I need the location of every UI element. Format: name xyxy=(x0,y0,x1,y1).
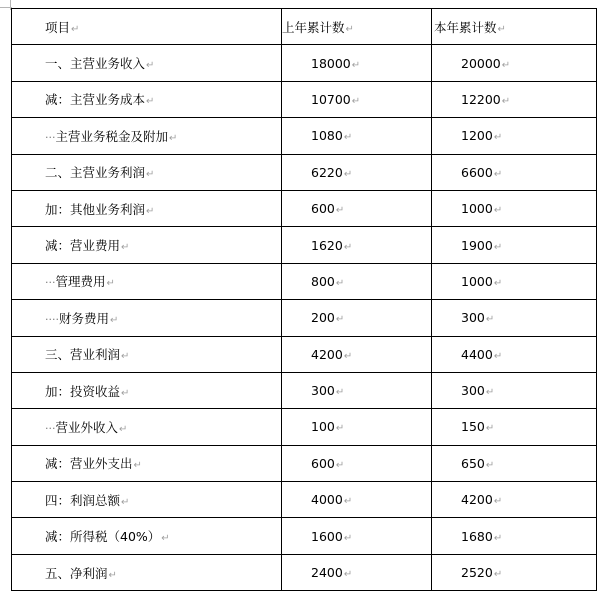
paragraph-mark-icon: ↵ xyxy=(121,387,130,399)
header-this-year-label: 本年累计数 xyxy=(434,19,497,35)
row-label-cell xyxy=(12,336,282,372)
header-this-year xyxy=(432,9,597,45)
prev-year-cell xyxy=(282,81,432,117)
prev-year-value: 800 xyxy=(311,273,335,289)
table-row xyxy=(12,263,597,299)
table-row xyxy=(12,554,597,590)
indent-dots: ··· xyxy=(45,421,56,435)
header-prev-year-label: 上年累计数 xyxy=(282,19,345,35)
prev-year-value: 100 xyxy=(311,419,335,435)
prev-year-cell xyxy=(282,45,432,81)
paragraph-mark-icon: ↵ xyxy=(108,569,117,581)
paragraph-mark-icon: ↵ xyxy=(106,278,115,290)
row-label: 四：利润总额 xyxy=(45,492,121,508)
row-label-cell xyxy=(12,445,282,481)
this-year-cell xyxy=(432,336,597,372)
this-year-value: 150 xyxy=(461,419,485,435)
row-label: 财务费用 xyxy=(59,310,110,326)
paragraph-mark-icon: ↵ xyxy=(343,532,353,544)
paragraph-mark-icon: ↵ xyxy=(493,205,503,217)
paragraph-mark-icon: ↵ xyxy=(493,496,503,508)
this-year-cell xyxy=(432,154,597,190)
indent-dots: ··· xyxy=(45,130,56,144)
prev-year-value: 300 xyxy=(311,383,335,399)
prev-year-cell xyxy=(282,445,432,481)
row-label: 一、主营业务收入 xyxy=(45,56,146,72)
this-year-value: 300 xyxy=(461,310,485,326)
table-row xyxy=(12,300,597,336)
this-year-cell xyxy=(432,372,597,408)
paragraph-mark-icon: ↵ xyxy=(351,59,361,71)
table-row xyxy=(12,190,597,226)
paragraph-mark-icon: ↵ xyxy=(121,496,130,508)
prev-year-cell xyxy=(282,154,432,190)
prev-year-cell xyxy=(282,300,432,336)
row-label: 减：主营业务成本 xyxy=(45,92,146,108)
row-label-cell xyxy=(12,518,282,554)
this-year-cell xyxy=(432,554,597,590)
row-label-cell xyxy=(12,81,282,117)
this-year-value: 6600 xyxy=(461,164,493,180)
row-label-cell xyxy=(12,300,282,336)
row-label-cell xyxy=(12,409,282,445)
prev-year-value: 2400 xyxy=(311,565,343,581)
this-year-cell xyxy=(432,190,597,226)
this-year-cell xyxy=(432,118,597,154)
table-row xyxy=(12,81,597,117)
paragraph-mark-icon: ↵ xyxy=(485,314,495,326)
row-label-cell xyxy=(12,45,282,81)
paragraph-mark-icon: ↵ xyxy=(335,459,345,471)
row-label: 三、营业利润 xyxy=(45,347,121,363)
row-label: 加：投资收益 xyxy=(45,383,121,399)
paragraph-mark-icon: ↵ xyxy=(343,350,353,362)
paragraph-mark-icon: ↵ xyxy=(343,168,353,180)
paragraph-mark-icon: ↵ xyxy=(497,23,506,35)
prev-year-value: 1600 xyxy=(311,528,343,544)
paragraph-mark-icon: ↵ xyxy=(493,277,503,289)
paragraph-mark-icon: ↵ xyxy=(343,132,353,144)
prev-year-cell xyxy=(282,518,432,554)
table-row xyxy=(12,518,597,554)
indent-dots: ···· xyxy=(45,312,59,326)
row-label: 管理费用 xyxy=(55,274,106,290)
this-year-cell xyxy=(432,409,597,445)
paragraph-mark-icon: ↵ xyxy=(335,205,345,217)
prev-year-value: 6220 xyxy=(311,164,343,180)
row-label-cell xyxy=(12,190,282,226)
paragraph-mark-icon: ↵ xyxy=(335,314,345,326)
paragraph-mark-icon: ↵ xyxy=(493,168,503,180)
paragraph-mark-icon: ↵ xyxy=(343,569,353,581)
paragraph-mark-icon: ↵ xyxy=(493,241,503,253)
indent-dots: ··· xyxy=(45,276,56,290)
row-label: 减：营业费用 xyxy=(45,238,121,254)
paragraph-mark-icon: ↵ xyxy=(110,314,119,326)
paragraph-mark-icon: ↵ xyxy=(121,242,130,254)
paragraph-mark-icon: ↵ xyxy=(335,277,345,289)
paragraph-mark-icon: ↵ xyxy=(161,533,170,545)
prev-year-cell xyxy=(282,190,432,226)
paragraph-mark-icon: ↵ xyxy=(351,95,361,107)
prev-year-value: 4000 xyxy=(311,492,343,508)
this-year-value: 20000 xyxy=(461,55,501,71)
row-label-cell xyxy=(12,154,282,190)
row-label-cell xyxy=(12,227,282,263)
this-year-cell xyxy=(432,45,597,81)
this-year-value: 1000 xyxy=(461,201,493,217)
this-year-value: 1200 xyxy=(461,128,493,144)
paragraph-mark-icon: ↵ xyxy=(485,423,495,435)
row-label: 二、主营业务利润 xyxy=(45,165,146,181)
prev-year-cell xyxy=(282,336,432,372)
row-label: 加：其他业务利润 xyxy=(45,201,146,217)
paragraph-mark-icon: ↵ xyxy=(335,423,345,435)
prev-year-value: 1620 xyxy=(311,237,343,253)
table-row xyxy=(12,445,597,481)
paragraph-mark-icon: ↵ xyxy=(345,23,354,35)
paragraph-mark-icon: ↵ xyxy=(71,23,80,35)
paragraph-mark-icon: ↵ xyxy=(146,60,155,72)
this-year-value: 4400 xyxy=(461,346,493,362)
prev-year-cell xyxy=(282,372,432,408)
paragraph-mark-icon: ↵ xyxy=(501,59,511,71)
paragraph-mark-icon: ↵ xyxy=(343,496,353,508)
header-item xyxy=(12,9,282,45)
prev-year-value: 4200 xyxy=(311,346,343,362)
this-year-cell xyxy=(432,518,597,554)
this-year-value: 2520 xyxy=(461,565,493,581)
header-prev-year xyxy=(282,9,432,45)
this-year-cell xyxy=(432,81,597,117)
row-label-cell xyxy=(12,118,282,154)
table-row xyxy=(12,227,597,263)
paragraph-mark-icon: ↵ xyxy=(146,169,155,181)
paragraph-mark-icon: ↵ xyxy=(501,95,511,107)
row-label: 减：营业外支出 xyxy=(45,456,133,472)
paragraph-mark-icon: ↵ xyxy=(485,387,495,399)
this-year-cell xyxy=(432,482,597,518)
paragraph-mark-icon: ↵ xyxy=(146,96,155,108)
this-year-cell xyxy=(432,263,597,299)
prev-year-value: 200 xyxy=(311,310,335,326)
this-year-value: 300 xyxy=(461,383,485,399)
this-year-value: 1680 xyxy=(461,528,493,544)
this-year-cell xyxy=(432,300,597,336)
table-row xyxy=(12,154,597,190)
prev-year-cell xyxy=(282,409,432,445)
prev-year-value: 1080 xyxy=(311,128,343,144)
row-label-cell xyxy=(12,554,282,590)
table-row xyxy=(12,409,597,445)
table-row xyxy=(12,336,597,372)
table-header-row xyxy=(12,9,597,45)
this-year-value: 12200 xyxy=(461,91,501,107)
paragraph-mark-icon: ↵ xyxy=(133,460,142,472)
paragraph-mark-icon: ↵ xyxy=(119,423,128,435)
prev-year-cell xyxy=(282,118,432,154)
table-row xyxy=(12,372,597,408)
row-label: 减：所得税（40%） xyxy=(45,529,161,545)
prev-year-cell xyxy=(282,227,432,263)
table-row xyxy=(12,118,597,154)
prev-year-cell xyxy=(282,554,432,590)
prev-year-value: 600 xyxy=(311,455,335,471)
table-row xyxy=(12,482,597,518)
header-item-label: 项目 xyxy=(45,19,71,35)
prev-year-cell xyxy=(282,482,432,518)
prev-year-value: 600 xyxy=(311,201,335,217)
this-year-value: 1000 xyxy=(461,273,493,289)
paragraph-mark-icon: ↵ xyxy=(485,459,495,471)
row-label: 主营业务税金及附加 xyxy=(55,128,169,144)
prev-year-value: 18000 xyxy=(311,55,351,71)
this-year-cell xyxy=(432,227,597,263)
row-label-cell xyxy=(12,372,282,408)
paragraph-mark-icon: ↵ xyxy=(335,387,345,399)
row-label-cell xyxy=(12,482,282,518)
row-label-cell xyxy=(12,263,282,299)
paragraph-mark-icon: ↵ xyxy=(493,132,503,144)
paragraph-mark-icon: ↵ xyxy=(121,351,130,363)
prev-year-cell xyxy=(282,263,432,299)
this-year-value: 650 xyxy=(461,455,485,471)
paragraph-mark-icon: ↵ xyxy=(343,241,353,253)
paragraph-mark-icon: ↵ xyxy=(169,132,178,144)
prev-year-value: 10700 xyxy=(311,91,351,107)
paragraph-mark-icon: ↵ xyxy=(493,569,503,581)
paragraph-mark-icon: ↵ xyxy=(493,532,503,544)
this-year-value: 1900 xyxy=(461,237,493,253)
paragraph-mark-icon: ↵ xyxy=(493,350,503,362)
this-year-value: 4200 xyxy=(461,492,493,508)
this-year-cell xyxy=(432,445,597,481)
row-label: 营业外收入 xyxy=(55,419,119,435)
table-row xyxy=(12,45,597,81)
income-statement-table xyxy=(11,8,597,591)
paragraph-mark-icon: ↵ xyxy=(146,205,155,217)
row-label: 五、净利润 xyxy=(45,565,108,581)
